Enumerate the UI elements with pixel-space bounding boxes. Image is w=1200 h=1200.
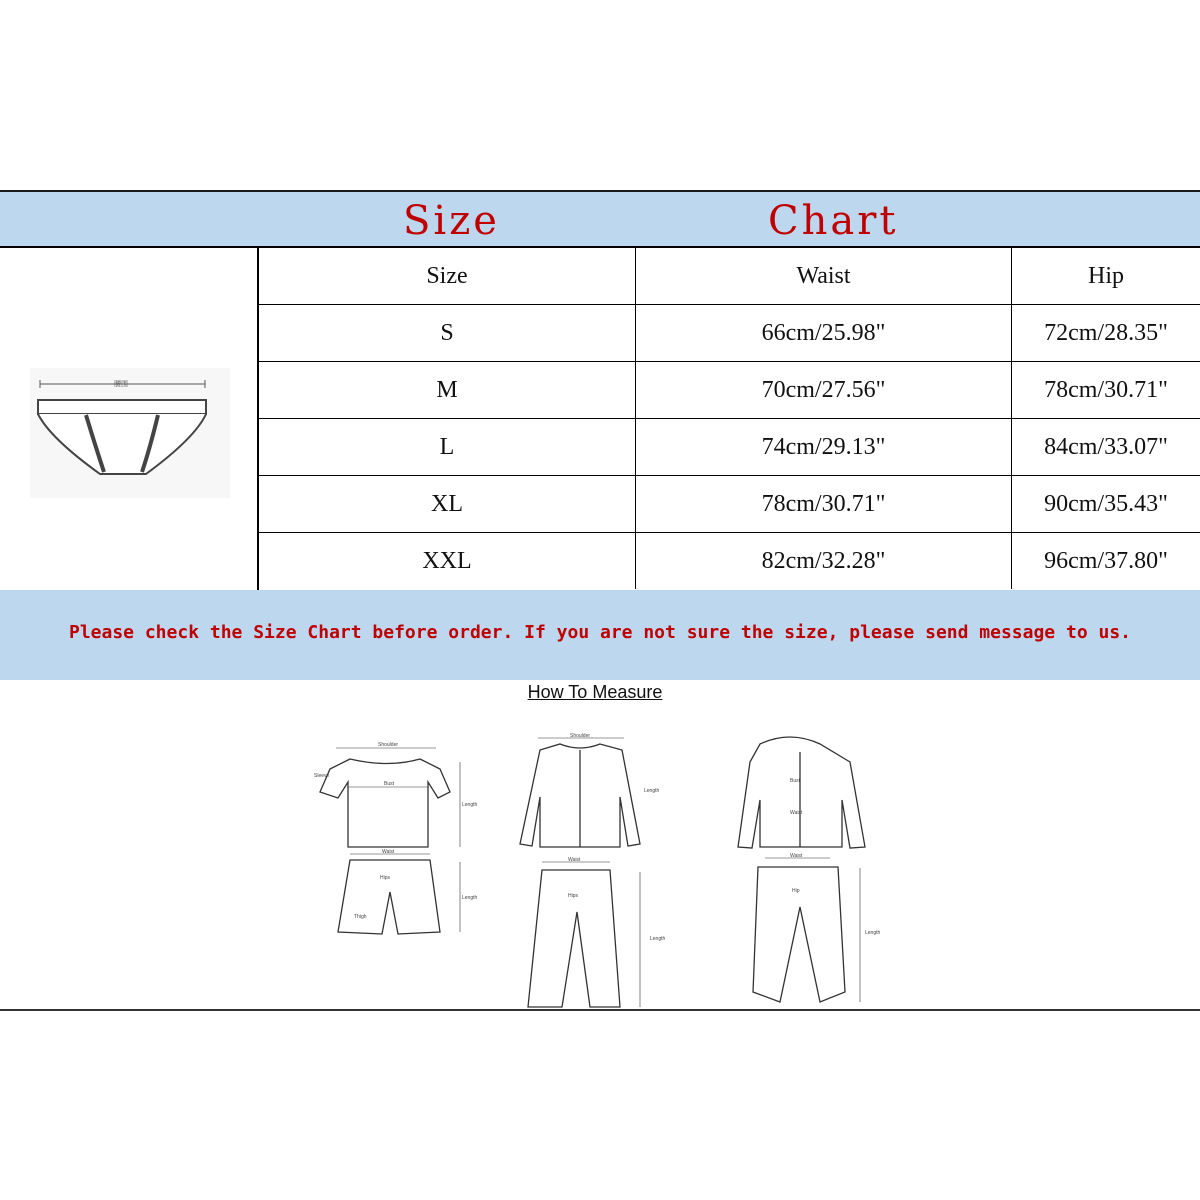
waist-cell: 70cm/27.56"	[636, 362, 1012, 419]
measure-diagrams	[290, 682, 910, 1009]
size-table-section	[0, 246, 1200, 592]
svg-text:Thigh: Thigh	[354, 914, 367, 920]
svg-text:Waist: Waist	[790, 810, 803, 816]
svg-text:Length: Length	[462, 895, 478, 901]
svg-text:Hips: Hips	[380, 875, 391, 881]
svg-text:Waist: Waist	[382, 849, 395, 855]
waist-label: 腰围	[114, 381, 128, 388]
waist-cell: 78cm/30.71"	[636, 476, 1012, 533]
pants-diagram	[528, 857, 666, 1007]
waist-cell: 82cm/32.28"	[636, 533, 1012, 590]
svg-text:Hips: Hips	[568, 893, 579, 899]
table-row	[259, 362, 1200, 419]
hip-cell: 72cm/28.35"	[1012, 305, 1200, 362]
table-row	[259, 533, 1200, 590]
hoodie-diagram	[738, 737, 865, 848]
product-image-cell	[0, 248, 259, 590]
svg-text:Length: Length	[462, 802, 478, 808]
notice-band	[0, 590, 1200, 680]
svg-text:Hip: Hip	[792, 888, 800, 894]
header-size: Size	[259, 248, 636, 305]
svg-text:Waist: Waist	[790, 853, 803, 859]
hip-cell: 90cm/35.43"	[1012, 476, 1200, 533]
svg-text:Length: Length	[644, 788, 660, 794]
size-cell: L	[259, 419, 636, 476]
svg-text:Length: Length	[650, 936, 666, 942]
header-hip: Hip	[1012, 248, 1200, 305]
svg-text:Shoulder: Shoulder	[378, 742, 399, 748]
title-size: Size	[403, 198, 500, 244]
how-to-measure-section	[290, 682, 910, 1009]
shorts-diagram	[338, 849, 478, 934]
hip-cell: 78cm/30.71"	[1012, 362, 1200, 419]
title-chart: Chart	[768, 198, 899, 244]
table-row	[259, 419, 1200, 476]
waist-cell: 74cm/29.13"	[636, 419, 1012, 476]
svg-text:Length: Length	[865, 930, 881, 936]
size-cell: XL	[259, 476, 636, 533]
header-waist: Waist	[636, 248, 1012, 305]
size-cell: M	[259, 362, 636, 419]
hip-cell: 96cm/37.80"	[1012, 533, 1200, 590]
briefs-illustration	[0, 248, 257, 590]
size-table	[259, 248, 1200, 589]
table-row	[259, 476, 1200, 533]
table-row	[259, 305, 1200, 362]
hip-cell: 84cm/33.07"	[1012, 419, 1200, 476]
svg-text:Bust: Bust	[384, 781, 395, 787]
table-header-row	[259, 248, 1200, 305]
bottom-divider	[0, 1009, 1200, 1011]
svg-text:Shoulder: Shoulder	[570, 733, 591, 739]
joggers-diagram	[753, 853, 881, 1002]
waist-cell: 66cm/25.98"	[636, 305, 1012, 362]
svg-text:Waist: Waist	[568, 857, 581, 863]
notice-text: Please check the Size Chart before order. If you are not sure the size, please send message to us.	[68, 622, 1132, 643]
svg-text:Sleeve: Sleeve	[314, 773, 330, 779]
size-cell: S	[259, 305, 636, 362]
svg-text:Bust: Bust	[790, 778, 801, 784]
title-band	[0, 190, 1200, 248]
size-cell: XXL	[259, 533, 636, 590]
shirt-diagram	[520, 733, 660, 847]
how-to-measure-title: How To Measure	[527, 682, 663, 702]
tshirt-diagram	[314, 742, 478, 847]
